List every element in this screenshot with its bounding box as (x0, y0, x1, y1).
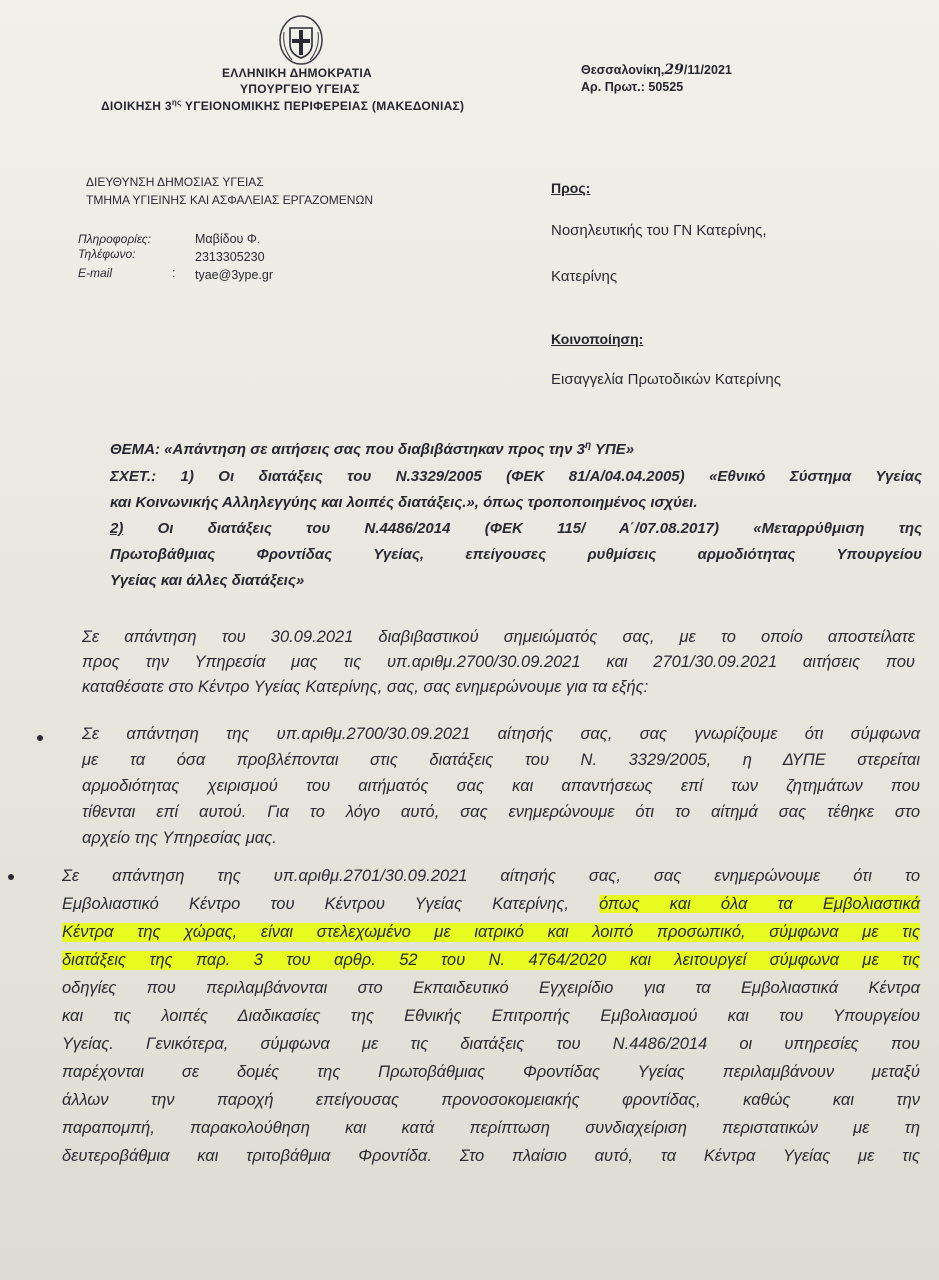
cc-recipient: Εισαγγελία Πρωτοδικών Κατερίνης (551, 371, 781, 388)
intro-line-1: Σε απάντηση του 30.09.2021 διαβιβαστικού σημειώματός σας, με το οποίο αποστείλατε (82, 628, 915, 646)
intro-line-2: προς την Υπηρεσία μας τις υπ.αριθμ.2700/30.09.2021 και 2701/30.09.2021 αιτήσεις που (82, 653, 915, 671)
highlighted-text: όπως και όλα τα Εμβολιαστικά (599, 895, 920, 913)
bullet-2-line-1: Σε απάντηση της υπ.αριθμ.2701/30.09.2021 αίτησής σας, σας ενημερώνουμε ότι το (62, 867, 920, 885)
bullet-1-line-2: με τα όσα προβλέπονται στις διατάξεις του Ν. 3329/2005, η ΔΥΠΕ στερείται (82, 751, 920, 769)
bullet-2-line-8: παρέχονται σε δομές της Πρωτοβάθμιας Φροντίδας Υγείας περιλαμβάνουν μεταξύ (62, 1063, 920, 1081)
info-label: Πληροφορίες: (78, 232, 151, 246)
phone-label: Τηλέφωνο: (78, 247, 136, 261)
bullet-2-line-6: και τις λοιπές Διαδικασίες της Εθνικής Επιτροπής Εμβολιασμού και του Υπουργείου (62, 1007, 920, 1025)
coat-of-arms-icon (278, 12, 324, 66)
phone-value: 2313305230 (195, 250, 265, 264)
bullet-1-line-4: τίθενται επί αυτού. Για το λόγο αυτό, σας ενημερώνουμε ότι το αίτημά σας τέθηκε στο (82, 803, 920, 821)
to-recipient-line-1: Νοσηλευτικής του ΓΝ Κατερίνης, (551, 222, 767, 239)
bullet-2-line-9: άλλων την παροχή επείγουσας προνοσοκομειακής φροντίδας, καθώς και την (62, 1091, 920, 1109)
bullet-icon (8, 874, 14, 880)
header-country: ΕΛΛΗΝΙΚΗ ΔΗΜΟΚΡΑΤΙΑ (222, 66, 372, 80)
header-ministry: ΥΠΟΥΡΓΕΙΟ ΥΓΕΙΑΣ (240, 82, 360, 96)
bullet-2-line-10: παραπομπή, παρακολούθηση και κατά περίπτωση συνδιαχείριση περιστατικών με τη (62, 1119, 920, 1137)
bullet-icon (37, 735, 43, 741)
email-value[interactable]: tyae@3ype.gr (195, 268, 274, 282)
highlighted-text: διατάξεις της παρ. 3 του αρθρ. 52 του Ν. 4764/2020 και λειτουργεί σύμφωνα με τις (62, 951, 920, 969)
cc-label: Κοινοποίηση: (551, 331, 644, 347)
bullet-1-line-1: Σε απάντηση της υπ.αριθμ.2700/30.09.2021 αίτησής σας, σας γνωρίζουμε ότι σύμφωνα (82, 725, 920, 743)
info-value: Μαβίδου Φ. (195, 232, 261, 246)
reference-1-line-1: ΣΧΕΤ.: 1) Οι διατάξεις του Ν.3329/2005 (ΦΕΚ 81/Α/04.04.2005) «Εθνικό Σύστημα Υγείας (110, 468, 922, 485)
bullet-2-line-11: δευτεροβάθμια και τριτοβάθμια Φροντίδα. Στο πλαίσιο αυτό, τα Κέντρα Υγείας με τις (62, 1147, 920, 1165)
reference-1-line-2: και Κοινωνικής Αλληλεγγύης και λοιπές διατάξεις.», όπως τροποποιημένος ισχύει. (110, 494, 698, 511)
email-separator: : (172, 266, 176, 280)
highlighted-text: Κέντρα της χώρας, είναι στελεχωμένο με ιατρικό και λοιπό προσωπικό, σύμφωνα με τις (62, 923, 920, 941)
email-label: E-mail (78, 266, 113, 280)
bullet-2-line-4 (62, 951, 920, 970)
subject-title: ΘΕΜΑ: «Απάντηση σε αιτήσεις σας που διαβιβάστηκαν προς την $3^\eta$ ΥΠΕ» (110, 440, 635, 458)
reference-2-line-3: Υγείας και άλλες διατάξεις» (110, 572, 305, 589)
bullet-1-line-3: αρμοδιότητας χειρισμού του αιτήματός σας και απαντήσεως επί των ζητημάτων που (82, 777, 920, 795)
section-name: ΤΜΗΜΑ ΥΓΙΕΙΝΗΣ ΚΑΙ ΑΣΦΑΛΕΙΑΣ ΕΡΓΑΖΟΜΕΝΩΝ (86, 193, 374, 207)
to-label: Προς: (551, 180, 591, 196)
bullet-2-line-3 (62, 923, 920, 942)
to-recipient-line-2: Κατερίνης (551, 268, 618, 285)
bullet-1-line-5: αρχείο της Υπηρεσίας μας. (82, 829, 277, 847)
header-authority: ΔΙΟΙΚΗΣΗ $3^{\eta\varsigma}$ ΥΓΕΙΟΝΟΜΙΚΗΣ ΠΕΡΙΦΕΡΕΙΑΣ (ΜΑΚΕΔΟΝΙΑΣ) (101, 98, 465, 113)
reference-2-line-1: 2) Οι διατάξεις του Ν.4486/2014 (ΦΕΚ 115/ Α΄/07.08.2017) «Μεταρρύθμιση της (110, 520, 922, 537)
reference-2-line-2: Πρωτοβάθμιας Φροντίδας Υγείας, επείγουσες ρυθμίσεις αρμοδιότητας Υπουργείου (110, 546, 922, 563)
bullet-2-line-5: οδηγίες που περιλαμβάνονται στο Εκπαιδευτικό Εγχειρίδιο για τα Εμβολιαστικά Κέντρα (62, 979, 920, 997)
document-date: Θεσσαλονίκη,29/11/2021 (581, 62, 732, 78)
bullet-2-line-2: Εμβολιαστικό Κέντρο του Κέντρου Υγείας Κατερίνης, όπως και όλα τα Εμβολιαστικά (62, 895, 920, 913)
department-name: ΔΙΕΥΘΥΝΣΗ ΔΗΜΟΣΙΑΣ ΥΓΕΙΑΣ (86, 175, 264, 189)
intro-line-3: καταθέσατε στο Κέντρο Υγείας Κατερίνης, σας, σας ενημερώνουμε για τα εξής: (82, 678, 649, 696)
protocol-number: Αρ. Πρωτ.: 50525 (581, 80, 684, 94)
handwritten-day: 29 (664, 62, 684, 78)
bullet-2-line-7: Υγείας. Γενικότερα, σύμφωνα με τις διατάξεις του Ν.4486/2014 οι υπηρεσίες που (62, 1035, 920, 1053)
